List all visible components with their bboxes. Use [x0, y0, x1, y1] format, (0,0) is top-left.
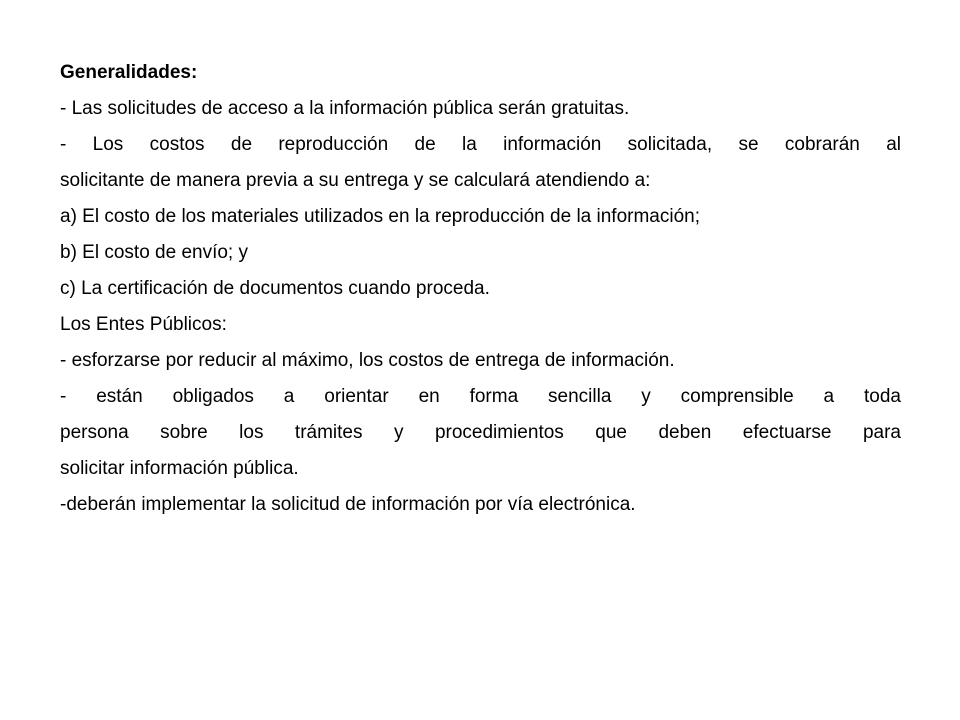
text-line-solicitante: solicitante de manera previa a su entrega y se calculará atendiendo a: [60, 170, 651, 191]
text-line-solicitar: solicitar información pública. [60, 458, 299, 479]
text-line-esforzarse: - esforzarse por reducir al máximo, los costos de entrega de información. [60, 350, 675, 371]
heading-generalidades: Generalidades: [60, 62, 198, 83]
text-line-entes-publicos: Los Entes Públicos: [60, 314, 227, 335]
text-line-item-a: a) El costo de los materiales utilizados en la reproducción de la información; [60, 206, 700, 227]
slide-body [60, 55, 901, 523]
text-line-electronica: -deberán implementar la solicitud de información por vía electrónica. [60, 494, 636, 515]
text-line-gratuitas: - Las solicitudes de acceso a la información pública serán gratuitas. [60, 98, 630, 119]
text-line-persona: persona sobre los trámites y procedimientos que deben efectuarse para [60, 422, 901, 443]
text-line-costos: - Los costos de reproducción de la información solicitada, se cobrarán al [60, 134, 901, 155]
text-line-item-b: b) El costo de envío; y [60, 242, 248, 263]
text-line-obligados: - están obligados a orientar en forma sencilla y comprensible a toda [60, 386, 901, 407]
text-line-item-c: c) La certificación de documentos cuando proceda. [60, 278, 490, 299]
